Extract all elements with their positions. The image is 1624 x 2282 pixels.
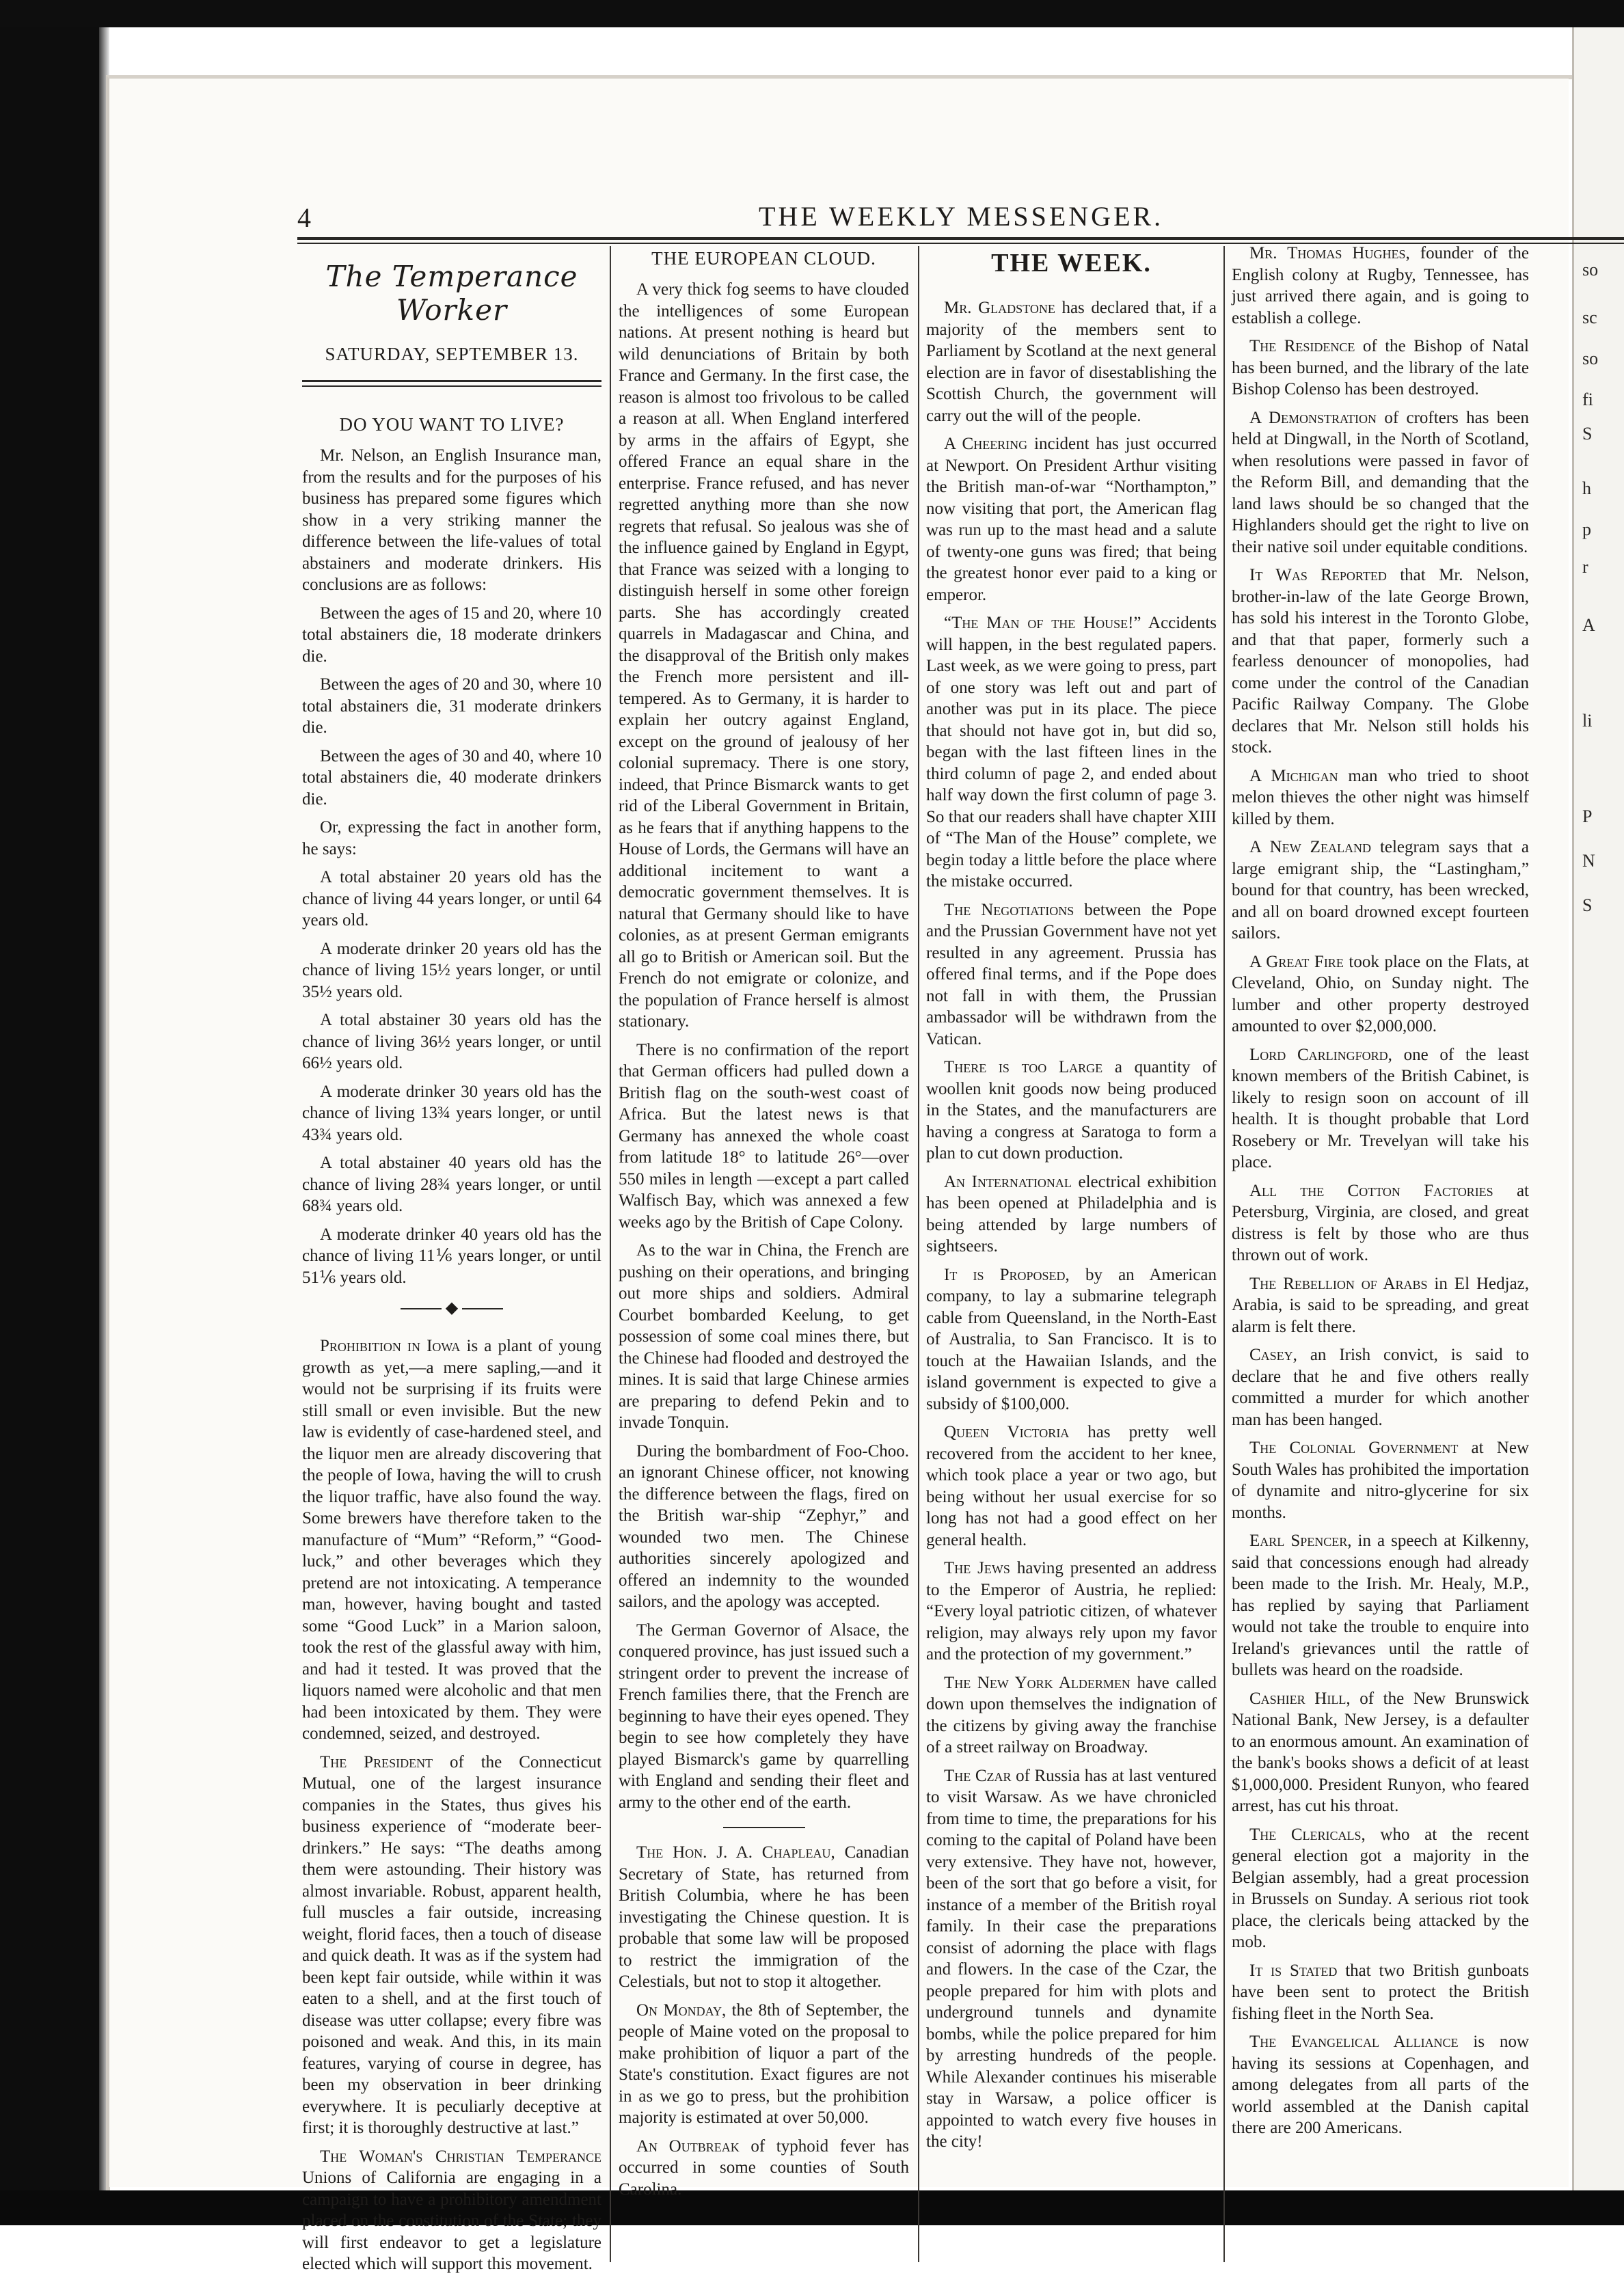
item-lead: A Cheering — [944, 435, 1028, 453]
item-text: Canadian Secretary of State, has returned from British Columbia, where he has been investigating the Chinese question. It is probable that some law will be proposed to restrict the immigration of the Celestials, but not to stop it altogether. — [619, 1843, 909, 1991]
item-text: has declared that, if a majority of the members sent to Parliament by Scotland at the next general election are in favor of disestablishing the Scottish Church, the government will carry out the will of the people. — [926, 299, 1217, 425]
item-lead: “The Man of the House!” — [944, 614, 1141, 632]
item-lead: All the Cotton Factories — [1249, 1181, 1493, 1200]
edge-fragment: fi — [1582, 390, 1593, 409]
facing-page-edge — [1572, 27, 1624, 2190]
edge-fragment: so — [1582, 349, 1599, 368]
news-item — [1232, 1044, 1529, 1173]
article-paragraph: Mr. Nelson, an English Insurance man, from the results and for the purposes of his business has prepared some figures which show in a very striking manner the difference between the life-values of total abstainers and moderate drinkers. His conclusions are as follows: — [302, 446, 601, 594]
item-text: Accidents will happen, in the best regulated papers. Last week, as we were going to press, part of one story was left out and part of another was put in its place. The piece that should not have got in, but did so, began with the last fifteen lines in the third column of page 2, and ended about half way down the first column of page 3. So that our readers shall have chapter XIII of “The Man of the House” complete, we begin today a little before the place where the mistake occurred. — [926, 614, 1217, 891]
news-item — [926, 1057, 1217, 1165]
item-text: is now having its sessions at Copenhagen, and among delegates from all parts of the world assembled at the Danish capital there are 200 Americans. — [1232, 2033, 1529, 2137]
item-lead: Mr. Gladstone — [944, 299, 1055, 317]
news-item — [926, 433, 1217, 606]
item-lead: An Outbreak — [636, 2136, 740, 2156]
dateline: SATURDAY, SEPTEMBER 13. — [325, 344, 579, 364]
news-item — [1232, 1437, 1529, 1523]
article-paragraph: A moderate drinker 40 years old has the chance of living 11⅙ years longer, or until 51⅙ years old. — [302, 1225, 601, 1287]
edge-fragment: S — [1582, 895, 1593, 915]
item-text: in a speech at Kilkenny, said that concessions enough had already been made to the Irish. Mr. Healy, M.P., has replied by saying that Parliament would not take the trouble to enquire into Ireland's grievances until the rattle of bullets was heard on the roadside. — [1232, 1532, 1529, 1679]
article-paragraph: A very thick fog seems to have clouded the intelligences of some European nations. At present nothing is heard but wild denunciations of Britain by both France and Germany. In the first case, the reason is almost too frivolous to be called a reason at all. When England interfered by arms in the affairs of Egypt, she offered France an equal share in the enterprise. France refused, and has never regretted anything more than she now regrets that refusal. So jealous was she of the influence gained by England in Egypt, that France was seized with a longing to distinguish herself in some other foreign parts. She has accordingly created quarrels in Madagascar and China, and the disapproval of the British only makes the French more persistent and ill-tempered. As to Germany, it is harder to explain her outcry against England, except on the ground of jealousy of her colonial supremacy. There is one story, indeed, that Prince Bismarck wants to get rid of the Liberal Government in Britain, as he fears that if anything happens to the House of Lords, the Germans will have an additional incitement to want a democratic government themselves. It is natural that Germany should like to have colonies, as at present German emigrants all go to British or American soil. But the French do not emigrate or colonize, and the population of France herself is almost stationary. — [619, 280, 909, 1031]
news-item — [926, 1171, 1217, 1258]
item-text: Unions of California are engaging in a campaign to have a prohibitory amendment placed on the constitution of the State; they will first endeavor to get a legislature elected which will support this movement. — [302, 2169, 601, 2273]
item-text: that Mr. Nelson, brother-in-law of the late George Brown, has sold his interest in the Toronto Globe, and that that paper, formerly such a fearless denouncer of monopolies, had come under the control of the Canadian Pacific Railway Company. The Globe declares that Mr. Nelson still holds his stock. — [1232, 566, 1529, 757]
news-item — [926, 612, 1217, 893]
item-text: took place on the Flats, at Cleveland, Ohio, on Sunday night. The lumber and other property destroyed amounted to over $2,000,000. — [1232, 952, 1529, 1035]
article-paragraph: Between the ages of 15 and 20, where 10 total abstainers die, 18 moderate drinkers die. — [302, 603, 601, 666]
news-item — [926, 297, 1217, 426]
column-divider — [918, 246, 919, 2262]
news-item — [1232, 1344, 1529, 1430]
article-title: THE WEEK. — [991, 249, 1152, 277]
article-paragraph: Between the ages of 30 and 40, where 10 total abstainers die, 40 moderate drinkers die. — [302, 746, 601, 809]
item-lead: A Michigan — [1249, 766, 1338, 785]
news-item — [926, 899, 1217, 1050]
item-text: of the Bishop of Natal has been burned, and the library of the late Bishop Colenso has been destroyed. — [1232, 337, 1529, 398]
item-lead: It is Stated — [1249, 1961, 1338, 1980]
item-lead: The New York Aldermen — [944, 1673, 1131, 1692]
news-item — [619, 2000, 909, 2129]
news-item — [926, 1558, 1217, 1666]
item-text: a quantity of woollen knit goods now being produced in the States, and the manufacturers are having a congress at Saratoga to form a plan to cut down production. — [926, 1058, 1217, 1163]
item-lead: The Evangelical Alliance — [1249, 2033, 1459, 2051]
news-item — [1232, 336, 1529, 400]
item-text: the 8th of September, the people of Maine voted on the proposal to make prohibition of liquor a part of the State's constitution. Exact figures are not in as we go to press, but the prohibition majority is estimated at over 50,000. — [619, 2000, 910, 2127]
news-item — [1232, 1180, 1529, 1266]
article-paragraph: A moderate drinker 20 years old has the chance of living 15½ years longer, or until 35½ years old. — [302, 939, 601, 1001]
news-item — [302, 1752, 601, 2139]
edge-fragment: A — [1582, 615, 1595, 635]
item-lead: The Jews — [944, 1559, 1010, 1577]
news-item — [1232, 1530, 1529, 1681]
item-lead: The Residence — [1249, 337, 1355, 355]
article-paragraph: As to the war in China, the French are pushing on their operations, and bringing out more ships and soldiers. Admiral Courbet bombarded Keelung, to get possession of some coal mines there, but the Chinese had flooded and destroyed the mines. It is said that large Chinese armies are preparing to defend Pekin and to invade Tonquin. — [619, 1241, 909, 1432]
section-rule — [302, 385, 601, 387]
edge-fragment: S — [1582, 424, 1593, 444]
edge-fragment: r — [1582, 557, 1588, 577]
item-text: at Petersburg, Virginia, are closed, and great distress is felt by those who are thus thrown out of work. — [1232, 1181, 1529, 1264]
edge-fragment: P — [1582, 806, 1593, 826]
item-text: that two British gunboats have been sent to protect the British fishing fleet in the North Sea. — [1232, 1961, 1529, 2023]
item-text: of typhoid fever has occurred in some counties of South Carolina. — [619, 2136, 910, 2199]
article-paragraph: Between the ages of 20 and 30, where 10 total abstainers die, 31 moderate drinkers die. — [302, 675, 601, 737]
edge-fragment: h — [1582, 478, 1591, 498]
news-item — [1232, 1688, 1529, 1817]
item-lead: Mr. Thomas Hughes, — [1249, 244, 1410, 262]
article-paragraph: A moderate drinker 30 years old has the chance of living 13¾ years longer, or until 43¾ years old. — [302, 1082, 601, 1144]
item-text: of the Connecticut Mutual, one of the largest insurance companies in the States, thus gives his business experience of “moderate beer-drinkers.” He says: “The deaths among them were astounding. Their history was almost invariable. Robust, apparent health, full muscles a fair outside, increasing weight, florid faces, then a touch of disease and quick death. It was as if the system had been kept fair outside, while within it was eaten to a shell, and at the first touch of disease was utter collapse; every fibre was poisoned and weak. And this, in its main features, varying of course in degree, has been my observation in beer drinking everywhere. It is peculiarly deceptive at first; it is thoroughly destructive at last.” — [302, 1752, 601, 2137]
news-item — [1232, 837, 1529, 945]
item-lead: The Negotiations — [944, 900, 1074, 919]
article-paragraph: There is no confirmation of the report that German officers had pulled down a British flag on the south-west coast of Africa. But the latest news is that Germany has annexed the whole coast from latitude 18° to latitude 26°—over 550 miles in length —except a part called Walfisch Bay, which was annexed a few weeks ago by the British of Cape Colony. — [619, 1040, 909, 1232]
item-text: man who tried to shoot melon thieves the other night was himself killed by them. — [1232, 766, 1529, 828]
item-text: who at the recent general election got a majority in the Belgian assembly, had a great procession in Brussels on Sunday. A serious riot took place, the clericals being attacked by the mob. — [1232, 1825, 1529, 1951]
news-item — [1232, 951, 1529, 1037]
edge-fragment: li — [1582, 711, 1593, 731]
section-rule — [302, 380, 601, 382]
item-lead: Casey, — [1249, 1346, 1297, 1364]
item-text: at New South Wales has prohibited the importation of dynamite and nitro-glycerine for six months. — [1232, 1439, 1529, 1522]
scan-border-top — [0, 0, 1624, 27]
news-item — [1232, 1960, 1529, 2025]
item-lead: The President — [320, 1752, 433, 1771]
news-item — [926, 1264, 1217, 1415]
item-text: one of the least known members of the British Cabinet, is likely to resign soon on account of ill health. It is thought probable that Lord Rosebery or Mr. Trevelyan will take his place. — [1232, 1045, 1529, 1171]
news-item — [1232, 765, 1529, 830]
item-lead: The Rebellion of Arabs — [1249, 1274, 1428, 1293]
edge-fragment: so — [1582, 260, 1599, 280]
article-paragraph: A total abstainer 20 years old has the chance of living 44 years longer, or until 64 years old. — [302, 868, 601, 929]
item-text: having presented an address to the Emperor of Austria, he replied: “Every loyal patriotic citizen, of whatever religion, may always rely upon my favor and the protection of my government.” — [926, 1559, 1217, 1663]
item-lead: There is too Large — [944, 1058, 1103, 1076]
edge-fragment: p — [1582, 519, 1591, 539]
item-text: an Irish convict, is said to declare that he and five others really committed a murder for which another man has been hanged. — [1232, 1346, 1529, 1429]
column-news-items — [1232, 243, 1529, 2146]
item-lead: The Clericals, — [1249, 1825, 1366, 1844]
item-lead: A New Zealand — [1249, 838, 1371, 856]
article-title: DO YOU WANT TO LIVE? — [339, 414, 565, 435]
item-text: of the New Brunswick National Bank, New Jersey, is a defaulter to an enormous amount. An examination of the bank's books shows a deficit of at least $1,000,000. President Runyon, who feared arrest, has cut his throat. — [1232, 1689, 1529, 1815]
item-text: is a plant of young growth as yet,—a mere sapling,—and it would not be surprising if its fruits were still small or even invisible. But the new law is evidently of case-hardened steel, and the liquor men are already discovering that the people of Iowa, having the will to crush the liquor traffic, have also found the way. Some brewers have therefore taken to the manufacture of “Mum” “Reform,” “Good-luck,” and other beverages which they pretend are not intoxicating. A temperance man, however, having bought and tasted some “Good Luck” in a Marion saloon, took the rest of the glassful away with him, and had it tested. It was proved that the liquors named were alcoholic and that men had been intoxicated by them. They were condemned, seized, and destroyed. — [302, 1337, 601, 1743]
item-text: founder of the English colony at Rugby, Tennessee, has just arrived there again, and is going to establish a college. — [1232, 244, 1529, 327]
item-lead: The Woman's Christian Temperance — [320, 2147, 601, 2166]
page-header — [109, 79, 1569, 246]
ornament-divider: ◆ — [302, 1298, 601, 1318]
item-text: by an American company, to lay a submarine telegraph cable from Queensland, in the North-East of Australia, to San Francisco. It is to touch at the Hawaiian Islands, and the island government is expected to give a subsidy of $100,000. — [926, 1265, 1217, 1413]
article-paragraph: The German Governor of Alsace, the conquered province, has just issued such a stringent order to prevent the increase of French families there, that the French are beginning to have their eyes opened. They begin to see how completely they have played Bismarck's game by quarrelling with England and sending their fleet and army to the other end of the earth. — [619, 1620, 909, 1812]
item-lead: The Czar — [944, 1766, 1012, 1785]
item-text: of crofters has been held at Dingwall, in the North of Scotland, when resolutions were passed in favor of the Reform Bill, and demanding that the land laws should be so changed that the Highlanders should get the right to live on their native soil under equitable conditions. — [1232, 408, 1529, 556]
divider — [723, 1827, 805, 1828]
edge-fragment: N — [1582, 851, 1595, 871]
news-item — [302, 2146, 601, 2275]
item-lead: A Great Fire — [1249, 952, 1344, 971]
item-lead: Earl Spencer, — [1249, 1532, 1352, 1550]
news-item — [1232, 243, 1529, 329]
news-item — [926, 1765, 1217, 2153]
item-lead: Prohibition in Iowa — [320, 1337, 461, 1355]
article-paragraph: A total abstainer 40 years old has the chance of living 28¾ years longer, or until 68¾ years old. — [302, 1154, 601, 1215]
masthead: THE WEEKLY MESSENGER. — [759, 201, 1164, 232]
item-text: electrical exhibition has been opened at Philadelphia and is being attended by large numbers of sightseers. — [926, 1172, 1217, 1255]
news-item — [1232, 1273, 1529, 1338]
news-item — [302, 1335, 601, 1745]
item-lead: The Colonial Government — [1249, 1439, 1459, 1457]
item-text: incident has just occurred at Newport. On President Arthur visiting the British man-of-war “Northampton,” now visiting that port, the American flag was run up to the mast head and a salute of twenty-one guns was fired; that being the greatest honor ever paid to a king or emperor. — [926, 435, 1217, 604]
section-title: The Temperance Worker — [325, 260, 578, 327]
edge-fragment: sc — [1582, 308, 1597, 327]
column-european-cloud — [619, 243, 909, 2207]
news-item — [1232, 407, 1529, 558]
news-item — [1232, 2031, 1529, 2139]
scan-border-left — [0, 27, 99, 2190]
news-item — [619, 1842, 909, 1993]
page-number: 4 — [297, 202, 311, 233]
item-text: have called down upon themselves the indignation of the citizens by giving away the franchise of a street railway on Broadway. — [926, 1673, 1217, 1756]
item-lead: It is Proposed, — [944, 1265, 1070, 1284]
item-lead: A Demonstration — [1249, 408, 1377, 427]
news-item — [1232, 1824, 1529, 1953]
article-paragraph: During the bombardment of Foo-Choo. an ignorant Chinese officer, not knowing the difference between the flags, fired on the British war-ship “Zephyr,” and wounded two men. The Chinese authorities sincerely apologized and offered an indemnity to the wounded sailors, and the apology was accepted. — [619, 1441, 909, 1611]
newspaper-page — [109, 79, 1569, 2273]
item-lead: It Was Reported — [1249, 566, 1387, 584]
item-lead: On Monday, — [636, 2000, 727, 2020]
article-title: THE EUROPEAN CLOUD. — [651, 248, 876, 269]
news-item — [619, 2136, 909, 2201]
column-divider — [610, 246, 611, 2262]
item-lead: The Hon. J. A. Chapleau, — [636, 1843, 835, 1862]
article-paragraph: A total abstainer 30 years old has the chance of living 36½ years longer, or until 66½ years old. — [302, 1011, 601, 1072]
column-divider — [1223, 246, 1225, 2262]
item-text: between the Pope and the Prussian Government have not yet resulted in any agreement. Prussia has offered final terms, and if the Pope does not fall in with them, the Prussian ambassador will be withdrawn from the Vatican. — [926, 900, 1217, 1048]
news-item — [1232, 565, 1529, 759]
item-lead: Lord Carlingford, — [1249, 1045, 1392, 1064]
item-text: of Russia has at last ventured to visit Warsaw. As we have chronicled from time to time, the preparations for his coming to the capital of Poland have been very extensive. They have not, however, been of the sort that go before a visit, for instance of a member of the British royal family. In their case the preparations consist of adorning the place with flags and flowers. In the case of the Czar, the people prepared for him with plots and underground tunnels and dynamite bombs, while the police prepared for him by arresting hundreds of the people. While Alexander continues his miserable stay in Warsaw, a police officer is appointed to watch every five houses in the city! — [926, 1766, 1217, 2151]
item-lead: Cashier Hill, — [1249, 1689, 1351, 1708]
item-lead: An International — [944, 1172, 1072, 1191]
item-lead: Queen Victoria — [944, 1423, 1070, 1441]
news-item — [926, 1672, 1217, 1758]
column-the-week — [926, 243, 1217, 2160]
item-text: in El Hedjaz, Arabia, is said to be spreading, and great alarm is felt there. — [1232, 1274, 1530, 1336]
item-text: has pretty well recovered from the accident to her knee, which took place a year or two ago, but being without her usual exercise for so long has not had a good effect on her general health. — [926, 1423, 1217, 1549]
item-text: telegram says that a large emigrant ship, the “Lastingham,” bound for that country, has been wrecked, and all on board drowned except fourteen sailors. — [1232, 838, 1529, 942]
article-paragraph: Or, expressing the fact in another form, he says: — [302, 818, 601, 858]
news-item — [926, 1422, 1217, 1551]
column-temperance — [302, 243, 601, 2282]
header-rule — [297, 237, 1624, 240]
